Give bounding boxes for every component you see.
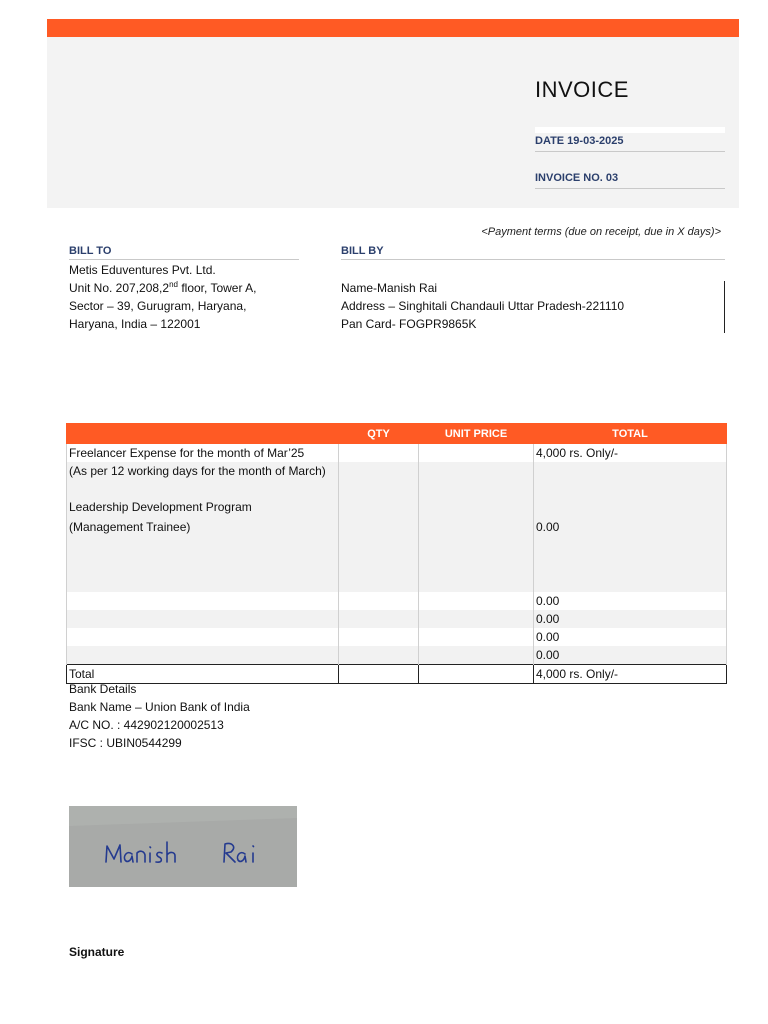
table-row xyxy=(67,610,727,628)
bill-to-label: BILL TO xyxy=(69,245,299,260)
total-unit-price xyxy=(419,665,534,684)
column-header-unit-price: UNIT PRICE xyxy=(419,424,534,444)
cell-total: 0.00 xyxy=(534,610,727,628)
bank-details-title: Bank Details xyxy=(69,682,137,696)
bill-to-address xyxy=(69,261,256,333)
cell-total: 4,000 rs. Only/- xyxy=(534,444,727,463)
cell-description: (As per 12 working days for the month of March) xyxy=(67,462,339,498)
cell-unit-price xyxy=(419,518,534,592)
total-label: Total xyxy=(67,665,339,684)
bill-to-line: Unit No. 207,208,2nd floor, Tower A, xyxy=(69,280,257,295)
divider xyxy=(724,281,725,333)
table-row xyxy=(67,462,727,498)
cell-qty xyxy=(339,462,419,498)
cell-total: 0.00 xyxy=(534,646,727,665)
cell-unit-price xyxy=(419,498,534,518)
cell-description xyxy=(67,610,339,628)
column-header-description xyxy=(67,424,339,444)
cell-qty xyxy=(339,498,419,518)
bank-name: Bank Name – Union Bank of India xyxy=(69,700,250,714)
payment-terms: <Payment terms (due on receipt, due in X days)> xyxy=(481,226,721,238)
cell-total: 0.00 xyxy=(534,518,727,592)
cell-unit-price xyxy=(419,646,534,665)
cell-total xyxy=(534,462,727,498)
cell-qty xyxy=(339,444,419,463)
cell-unit-price xyxy=(419,462,534,498)
cell-description: (Management Trainee) xyxy=(67,518,339,592)
accent-bar xyxy=(47,19,739,37)
column-header-qty: QTY xyxy=(339,424,419,444)
cell-description: Leadership Development Program xyxy=(67,498,339,518)
bill-by-line: Pan Card- FOGPR9865K xyxy=(341,317,477,331)
bill-by-line: Name-Manish Rai xyxy=(341,281,438,295)
cell-total: 0.00 xyxy=(534,628,727,646)
bill-to-line: Haryana, India – 122001 xyxy=(69,317,201,331)
table-row xyxy=(67,592,727,610)
bill-by-address xyxy=(341,279,624,333)
cell-qty xyxy=(339,646,419,665)
bill-to-line: Metis Eduventures Pvt. Ltd. xyxy=(69,263,216,277)
bill-by-label: BILL BY xyxy=(341,245,725,260)
bill-to-line: Sector – 39, Gurugram, Haryana, xyxy=(69,299,247,313)
bank-details xyxy=(69,680,250,752)
cell-unit-price xyxy=(419,628,534,646)
cell-unit-price xyxy=(419,444,534,463)
cell-qty xyxy=(339,610,419,628)
invoice-title: INVOICE xyxy=(535,77,629,102)
cell-description xyxy=(67,592,339,610)
line-items-table xyxy=(66,423,727,684)
handwritten-signature xyxy=(69,806,297,887)
cell-description: Freelancer Expense for the month of Mar’25 xyxy=(67,444,339,463)
invoice-number: INVOICE NO. 03 xyxy=(535,172,725,189)
table-row xyxy=(67,518,727,592)
bank-account-number: A/C NO. : 442902120002513 xyxy=(69,718,224,732)
signature-image xyxy=(69,806,297,887)
table-row xyxy=(67,628,727,646)
cell-total xyxy=(534,498,727,518)
invoice-date: DATE 19-03-2025 xyxy=(535,135,725,152)
cell-qty xyxy=(339,592,419,610)
bill-by-line: Address – Singhitali Chandauli Uttar Pradesh-221110 xyxy=(341,299,625,313)
cell-description xyxy=(67,628,339,646)
cell-description xyxy=(67,646,339,665)
cell-unit-price xyxy=(419,592,534,610)
total-qty xyxy=(339,665,419,684)
column-header-total: TOTAL xyxy=(534,424,727,444)
table-row xyxy=(67,646,727,665)
cell-qty xyxy=(339,628,419,646)
cell-unit-price xyxy=(419,610,534,628)
cell-qty xyxy=(339,518,419,592)
table-row xyxy=(67,498,727,518)
table-header-row xyxy=(67,424,727,444)
table-row xyxy=(67,444,727,463)
cell-total: 0.00 xyxy=(534,592,727,610)
total-amount: 4,000 rs. Only/- xyxy=(534,665,727,684)
bank-ifsc: IFSC : UBIN0544299 xyxy=(69,736,182,750)
divider xyxy=(535,127,725,133)
signature-label: Signature xyxy=(69,945,125,959)
